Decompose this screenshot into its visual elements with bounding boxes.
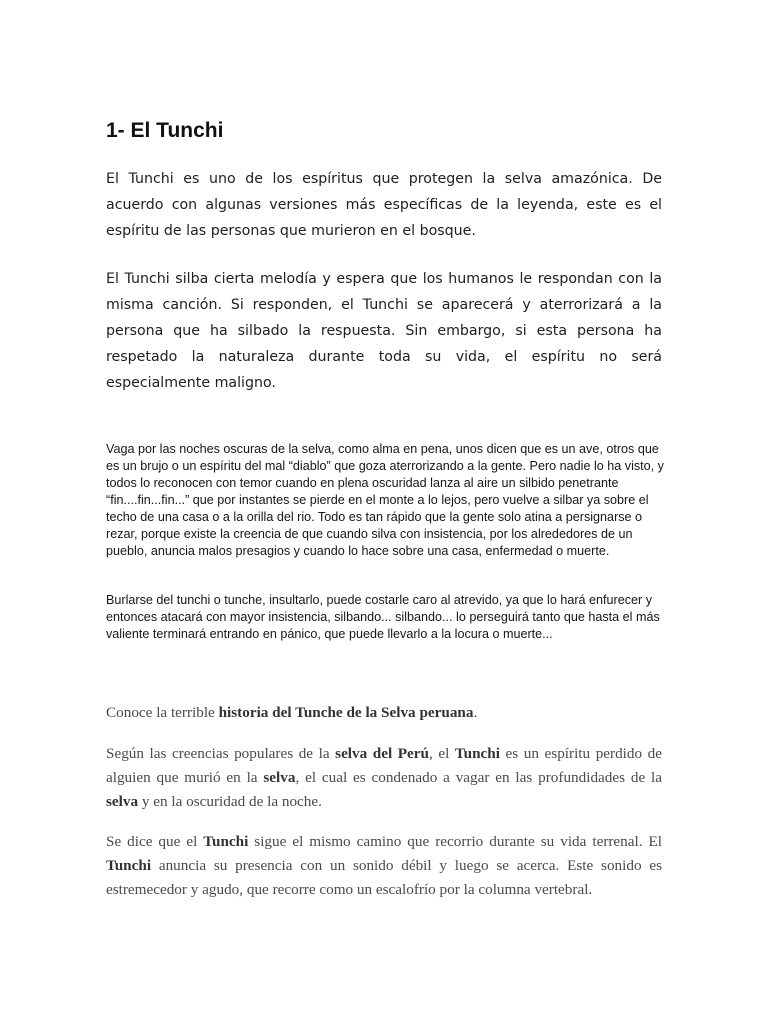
text-run: anuncia su presencia con un sonido débil y luego se acerca. Este sonido es estremecedor y agudo, que recorre como un escalofrío por la columna vertebral.	[106, 857, 662, 898]
paragraph-melody: El Tunchi silba cierta melodía y espera que los humanos le respondan con la misma canción. Si responden, el Tunchi se aparecerá y aterrorizará a la persona que ha silbado la respuesta. Sin embargo, si esta persona ha respetado la naturaleza durante toda su vida, el espíritu no será especialmente maligno.	[106, 271, 662, 391]
bold-run: selva	[263, 769, 296, 786]
page-title: 1- El Tunchi	[106, 119, 224, 142]
text-run: Según las creencias populares de la	[106, 745, 336, 762]
bold-run: Tunchi	[106, 857, 152, 874]
bold-run: historia del Tunche de la Selva peruana	[218, 704, 474, 721]
paragraph-mocking-warning: Burlarse del tunchi o tunche, insultarlo, puede costarle caro al atrevido, ya que lo hará enfurecer y entonces atacará con mayor insistencia, silbando... silbando... lo perseguirá tanto que hasta el más valiente terminará entrando en pánico, que puede llevarlo a la locura o muerte...	[106, 593, 660, 641]
text-run: Conoce la terrible	[106, 704, 219, 721]
paragraph-story-intro	[106, 701, 662, 725]
text-run: , el	[429, 745, 455, 762]
text-run: Se dice que el	[106, 833, 204, 850]
paragraph-same-path	[106, 830, 662, 902]
bold-run: selva	[106, 793, 139, 810]
text-run: sigue el mismo camino que recorrio durante su vida terrenal. El	[248, 833, 662, 850]
text-run: .	[473, 704, 478, 721]
paragraph-night-wanderer: Vaga por las noches oscuras de la selva, como alma en pena, unos dicen que es un ave, otros que es un brujo o un espíritu del mal “diablo” que goza aterrorizando a la gente. Pero nadie lo ha visto, y todos lo reconocen con temor cuando en plena oscuridad lanza al aire un silbido penetrante “fin....fin...fin...” que por instantes se pierde en el monte a lo lejos, pero vuelve a silbar ya sobre el techo de una casa o a la orilla del rio. Todo es tan rápido que la gente solo atina a persignarse o rezar, porque existe la creencia de que cuando silva con insistencia, por los alrededores de un pueblo, anuncia malos presagios y cuando lo hace sobre una casa, enfermedad o muerte.	[106, 442, 664, 558]
bold-run: Tunchi	[203, 833, 249, 850]
bold-run: Tunchi	[454, 745, 500, 762]
text-run: y en la oscuridad de la noche.	[138, 793, 322, 810]
bold-run: selva del Perú	[335, 745, 429, 762]
text-run: es un espíritu perdido de alguien que murió en la	[106, 745, 662, 786]
text-run: , el cual es condenado a vagar en las profundidades de la	[295, 769, 662, 786]
paragraph-popular-beliefs	[106, 742, 662, 814]
paragraph-intro: El Tunchi es uno de los espíritus que protegen la selva amazónica. De acuerdo con algunas versiones más específicas de la leyenda, este es el espíritu de las personas que murieron en el bosque.	[106, 171, 662, 239]
